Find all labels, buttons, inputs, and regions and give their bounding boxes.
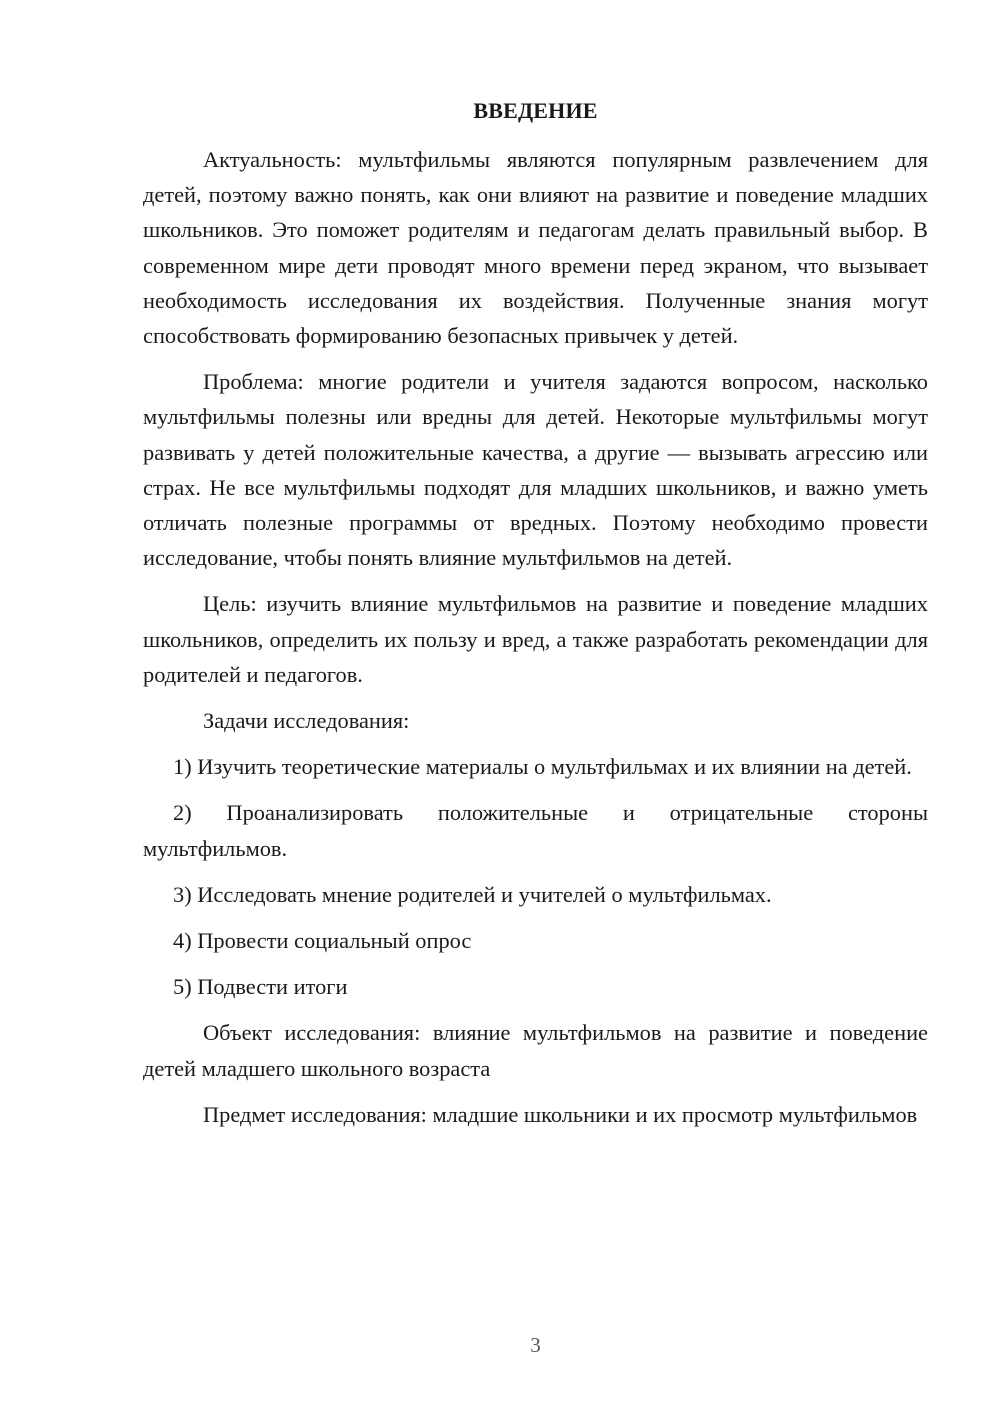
section-heading: ВВЕДЕНИЕ [473,98,598,123]
paragraph-relevance: Актуальность: мультфильмы являются популярным развлечением для детей, поэтому важно понять, как они влияют на развитие и поведение младших школьников. Это поможет родителям и педагогам делать правильный выбор. В современном мире дети проводят много времени перед экраном, что вызывает необходимость исследования их воздействия. Полученные знания могут способствовать формированию безопасных привычек у детей. [143,147,928,349]
task-item-2: 2) Проанализировать положительные и отрицательные стороны мультфильмов. [143,800,928,861]
task-item-1: 1) Изучить теоретические материалы о мультфильмах и их влиянии на детей. [173,754,912,780]
task-item-4: 4) Провести социальный опрос [173,928,472,954]
document-body [143,142,928,1143]
paragraph-goal: Цель: изучить влияние мультфильмов на развитие и поведение младших школьников, определить их пользу и вред, а также разработать рекомендации для родителей и педагогов. [143,591,928,687]
paragraph-object: Объект исследования: влияние мультфильмов на развитие и поведение детей младшего школьного возраста [143,1020,928,1081]
page-number: 3 [530,1333,541,1357]
paragraph-tasks-heading: Задачи исследования: [203,708,410,734]
task-item-5: 5) Подвести итоги [173,974,348,1000]
document-page [143,0,928,1414]
paragraph-subject: Предмет исследования: младшие школьники и их просмотр мультфильмов [203,1101,918,1127]
task-item-3: 3) Исследовать мнение родителей и учителей о мультфильмах. [173,881,772,907]
paragraph-problem: Проблема: многие родители и учителя задаются вопросом, насколько мультфильмы полезны или вредны для детей. Некоторые мультфильмы могут развивать у детей положительные качества, а другие — вызывать агрессию или страх. Не все мультфильмы подходят для младших школьников, и важно уметь отличать полезные программы от вредных. Поэтому необходимо провести исследование, чтобы понять влияние мультфильмов на детей. [143,369,928,571]
